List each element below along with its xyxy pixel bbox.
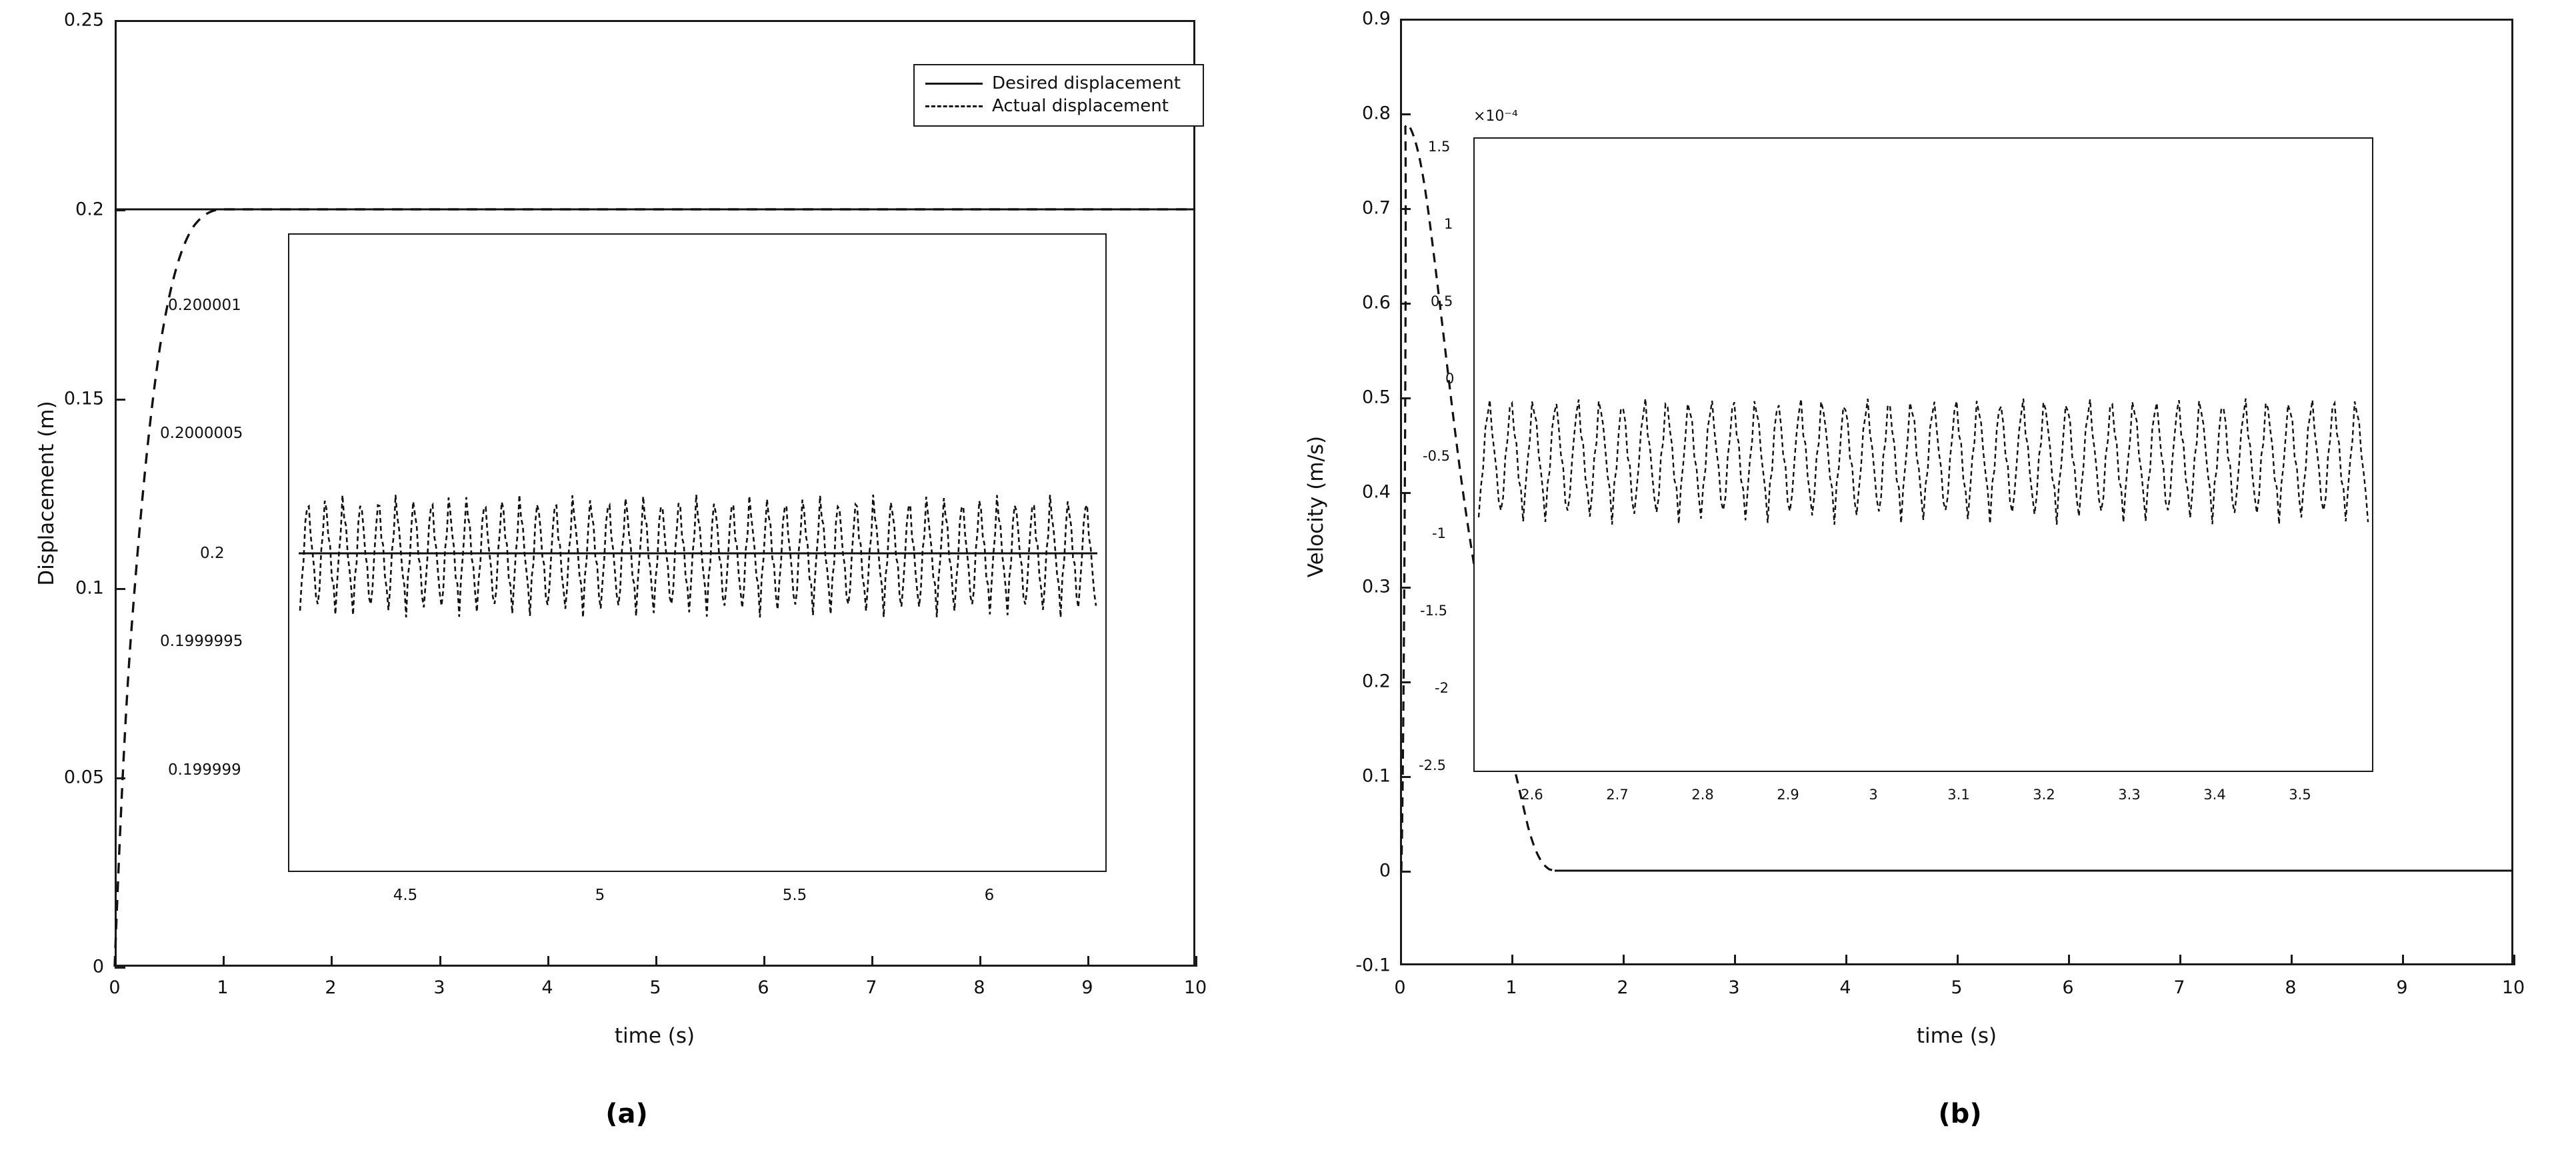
panel-b-xaxis-title: time (s) (1916, 1024, 1997, 1048)
panel-b-xtick-1: 1 (1505, 977, 1517, 998)
panel-a-ytick-1: 0.05 (63, 767, 104, 788)
panel-a-inset-ytick-2: 0.2 (200, 545, 225, 562)
panel-a-xtick-3: 3 (433, 977, 445, 998)
panel-a-xaxis-title: time (s) (614, 1024, 695, 1048)
panel-b-inset-xtick-9: 3.5 (2289, 787, 2311, 803)
panel-a-xtick-1: 1 (217, 977, 229, 998)
panel-a-xtick-2: 2 (325, 977, 337, 998)
panel-b-inset-xtick-4: 3 (1869, 787, 1878, 803)
panel-b-inset-xtick-5: 3.1 (1947, 787, 1970, 803)
panel-a-inset-ytick-4: 0.200001 (168, 297, 241, 314)
panel-b-inset-plot (1253, 0, 2576, 1172)
panel-b-inset-ytick-3: -1 (1432, 525, 1446, 541)
panel-a-xtick-5: 5 (649, 977, 661, 998)
panel-a-caption: (a) (605, 1099, 648, 1129)
panel-b-caption: (b) (1938, 1099, 1982, 1129)
panel-b-inset-xtick-8: 3.4 (2203, 787, 2226, 803)
panel-a-yaxis-title: Displacement (m) (35, 401, 59, 586)
panel-a-inset-xtick-0: 4.5 (393, 887, 418, 904)
panel-b-inset-ytick-4: -0.5 (1423, 448, 1450, 464)
panel-a-inset-ytick-3: 0.2000005 (160, 425, 243, 442)
panel-b-xtick-2: 2 (1617, 977, 1629, 998)
panel-b-inset-ytick-7: 1 (1444, 216, 1453, 232)
panel-b-inset-ytick-5: 0 (1445, 371, 1455, 387)
panel-b-inset-xtick-0: 2.6 (1521, 787, 1543, 803)
panel-a-ytick-4: 0.2 (75, 199, 104, 220)
panel-b-inset-ytick-2: -1.5 (1420, 603, 1447, 619)
panel-a-ytick-5: 0.25 (63, 9, 104, 31)
legend-label: Desired displacement (992, 73, 1181, 93)
panel-b-xtick-6: 6 (2062, 977, 2074, 998)
panel-b-inset-xtick-1: 2.7 (1606, 787, 1629, 803)
panel-b-inset-ytick-6: 0.5 (1431, 293, 1453, 309)
panel-a-inset-xtick-1: 5 (595, 887, 605, 904)
panel-a-inset-ytick-1: 0.1999995 (160, 633, 243, 650)
panel-b-inset-ytick-0: -2.5 (1419, 757, 1446, 773)
panel-a-xtick-0: 0 (109, 977, 121, 998)
panel-b-ytick-2: 0.1 (1362, 765, 1391, 787)
panel-b-ytick-7: 0.6 (1362, 292, 1391, 313)
panel-a-xtick-7: 7 (865, 977, 877, 998)
panel-b-xtick-3: 3 (1728, 977, 1740, 998)
panel-b-xtick-7: 7 (2173, 977, 2185, 998)
panel-b-inset-xtick-7: 3.3 (2118, 787, 2141, 803)
panel-a-inset-ytick-0: 0.199999 (168, 761, 241, 779)
panel-b-inset-exponent: ×10⁻⁴ (1473, 108, 1518, 125)
panel-b-xtick-0: 0 (1394, 977, 1406, 998)
panel-b-ytick-1: 0 (1379, 860, 1391, 881)
legend-label: Actual displacement (992, 96, 1169, 116)
panel-b-xtick-5: 5 (1951, 977, 1963, 998)
panel-a-inset-plot (0, 0, 1253, 1172)
panel-b-xtick-8: 8 (2285, 977, 2297, 998)
panel-b-yaxis-title: Velocity (m/s) (1304, 435, 1328, 578)
panel-a-inset-series-actual (300, 495, 1096, 617)
chart-panel-b (1253, 0, 2576, 1172)
panel-b-ytick-4: 0.3 (1362, 576, 1391, 597)
panel-b-ytick-8: 0.7 (1362, 197, 1391, 219)
panel-b-inset-xtick-2: 2.8 (1691, 787, 1714, 803)
panel-a-inset-xtick-2: 5.5 (782, 887, 807, 904)
panel-b-ytick-6: 0.5 (1362, 387, 1391, 408)
panel-a-inset-xtick-3: 6 (984, 887, 995, 904)
panel-a-ytick-2: 0.1 (75, 577, 104, 599)
panel-b-ytick-0: -0.1 (1355, 955, 1391, 976)
panel-b-inset-xtick-3: 2.9 (1777, 787, 1799, 803)
chart-panel-a (0, 0, 1253, 1172)
panel-b-ytick-5: 0.4 (1362, 481, 1391, 503)
panel-a-ytick-3: 0.15 (63, 388, 104, 409)
panel-a-xtick-6: 6 (757, 977, 769, 998)
panel-b-xtick-10: 10 (2501, 977, 2525, 998)
panel-b-ytick-3: 0.2 (1362, 671, 1391, 692)
panel-b-xtick-9: 9 (2396, 977, 2408, 998)
panel-b-inset-ytick-8: 1.5 (1428, 139, 1451, 155)
panel-a-ytick-0: 0 (92, 956, 104, 977)
panel-b-inset-series-velocity (1479, 399, 2368, 525)
panel-a-xtick-9: 9 (1081, 977, 1093, 998)
panel-b-xtick-4: 4 (1839, 977, 1851, 998)
panel-b-ytick-10: 0.9 (1362, 8, 1391, 29)
panel-b-inset-ytick-1: -2 (1435, 680, 1449, 696)
panel-a-xtick-10: 10 (1183, 977, 1207, 998)
panel-b-ytick-9: 0.8 (1362, 103, 1391, 124)
panel-a-xtick-8: 8 (973, 977, 985, 998)
panel-a-xtick-4: 4 (541, 977, 553, 998)
panel-b-inset-xtick-6: 3.2 (2033, 787, 2055, 803)
